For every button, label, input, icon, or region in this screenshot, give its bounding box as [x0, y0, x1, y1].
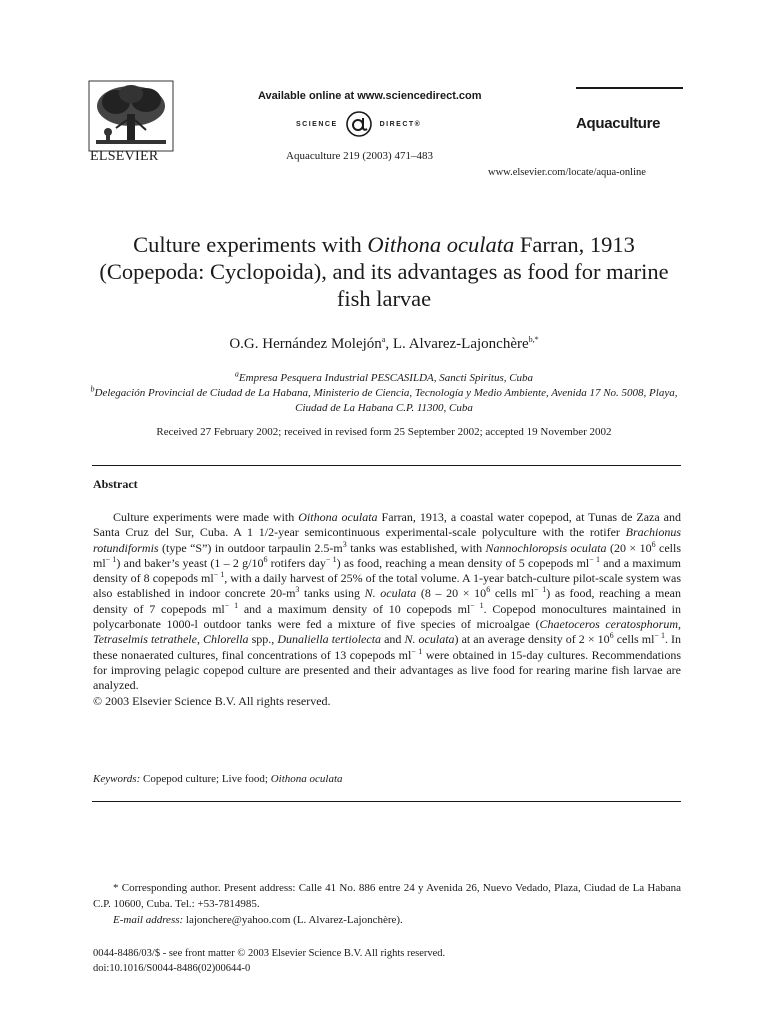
- abstract-paragraph: Culture experiments were made with Oithona oculata Farran, 1913, a coastal water copepod, at Tunas de Zaza and Santa Cruz del Sur, Cuba. A 1 1/2-year semicontinuous experimental-scale polyculture with the rotifer Brachionus rotundiformis (type “S”) in outdoor tarpaulin $2.5-m^3$ tanks was established, with Nannochloropsis oculata ($20 \times 10^6$ cells $ml^{- 1}$) and baker’s yeast (1 – 2 $g/10^6$ rotifers day$^{- 1}$) as food, reaching a mean density of 5 copepods $ml^{- 1}$ and a maximum density of 8 copepods $ml^{- 1}$, with a daily harvest of 25% of the total volume. A 1-year batch-culture pilot-scale system was also established in indoor concrete $20-m^3$ tanks using N. oculata ($8 - 20 \times 10^6$ cells $ml^{- 1}$) as food, reaching a mean density of 7 copepods $ml^{- 1}$ and a maximum density of 10 copepods $ml^{- 1}$. Copepod monocultures maintained in polycarbonate 1000-l outdoor tanks were fed a mixture of five species of microalgae (Chaetoceros ceratosphorum, Tetraselmis tetrathele, Chlorella spp., Dunaliella tertiolecta and N. oculata) at an average density of $2 \times 10^6$ cells $ml^{- 1}$. In these nonaerated cultures, final concentrations of 13 copepods $ml^{- 1}$ were obtained in 15-day cultures. Recommendations for improving pelagic copepod culture are presented and their advantages as live food for rearing marine fish larvae are analyzed.: [93, 510, 682, 693]
- affiliation-marker: a: [234, 369, 239, 379]
- title-species: Oithona oculata: [367, 232, 515, 257]
- keywords-text: Copepod culture; Live food;: [140, 773, 271, 785]
- doi-line[interactable]: doi:10.1016/S0044-8486(02)00644-0: [93, 963, 251, 974]
- affiliation-marker: a: [381, 335, 386, 344]
- affiliation-marker: b: [90, 384, 95, 394]
- journal-citation: Aquaculture 219 (2003) 471–483: [286, 150, 433, 162]
- footnote: [93, 880, 681, 928]
- direct-word: DIRECT®: [379, 120, 422, 128]
- available-online-text[interactable]: Available online at www.sciencedirect.com: [258, 90, 482, 102]
- keywords: [93, 773, 343, 785]
- author-name: O.G. Hernández Molejón: [229, 336, 382, 352]
- email-label: E-mail address:: [113, 914, 184, 926]
- affiliations: [80, 371, 688, 416]
- article-title: [80, 231, 688, 312]
- received-dates: Received 27 February 2002; received in revised form 25 September 2002; accepted 19 November 2002: [156, 426, 612, 438]
- keyword-species: Oithona oculata: [270, 773, 343, 785]
- author-separator: ,: [385, 336, 393, 352]
- author-list: [80, 336, 688, 353]
- publisher-name: ELSEVIER: [90, 149, 159, 164]
- email-note: [93, 912, 681, 928]
- sciencedirect-logo: [296, 110, 421, 138]
- title-text-rest: Farran, 1913 (Copepoda: Cyclopoida), and its advantages as food for marine fish larvae: [99, 232, 669, 311]
- journal-url[interactable]: www.elsevier.com/locate/aqua-online: [488, 167, 646, 178]
- abstract-heading: Abstract: [93, 477, 138, 491]
- affiliation-text: Empresa Pesquera Industrial PESCASILDA, Sancti Spiritus, Cuba: [238, 372, 534, 384]
- title-text: Culture experiments with: [133, 232, 368, 257]
- email-address[interactable]: lajonchere@yahoo.com (L. Alvarez-Lajonchère).: [183, 914, 403, 926]
- header-rule: [576, 87, 683, 89]
- affiliation-b: [80, 386, 688, 416]
- corresponding-author-note: * Corresponding author. Present address: Calle 41 No. 886 entre 24 y Avenida 26, Nuevo Vedado, Plaza, Ciudad de La Habana C.P. 10600, Cuba. Tel.: +53-7814985.: [93, 882, 681, 910]
- divider: [92, 801, 681, 802]
- front-matter-info: [93, 946, 445, 976]
- affiliation-text: Delegación Provincial de Ciudad de La Habana, Ministerio de Ciencia, Tecnología y Medio Ambiente, Avenida 17 No. 5008, Playa, Ciudad de La Habana C.P. 11300, Cuba: [94, 387, 678, 414]
- divider: [92, 465, 681, 466]
- science-word: SCIENCE: [296, 120, 338, 128]
- issn-line: 0044-8486/03/$ - see front matter © 2003 Elsevier Science B.V. All rights reserved.: [93, 948, 446, 959]
- at-sign-icon: [344, 110, 374, 138]
- journal-name: Aquaculture: [576, 115, 661, 132]
- keywords-label: Keywords:: [93, 773, 141, 785]
- author-name: L. Alvarez-Lajonchère: [392, 336, 529, 352]
- affiliation-a: [80, 371, 688, 386]
- affiliation-marker: b,*: [528, 335, 539, 344]
- abstract-body: [93, 510, 681, 709]
- abstract-copyright: © 2003 Elsevier Science B.V. All rights reserved.: [93, 693, 331, 708]
